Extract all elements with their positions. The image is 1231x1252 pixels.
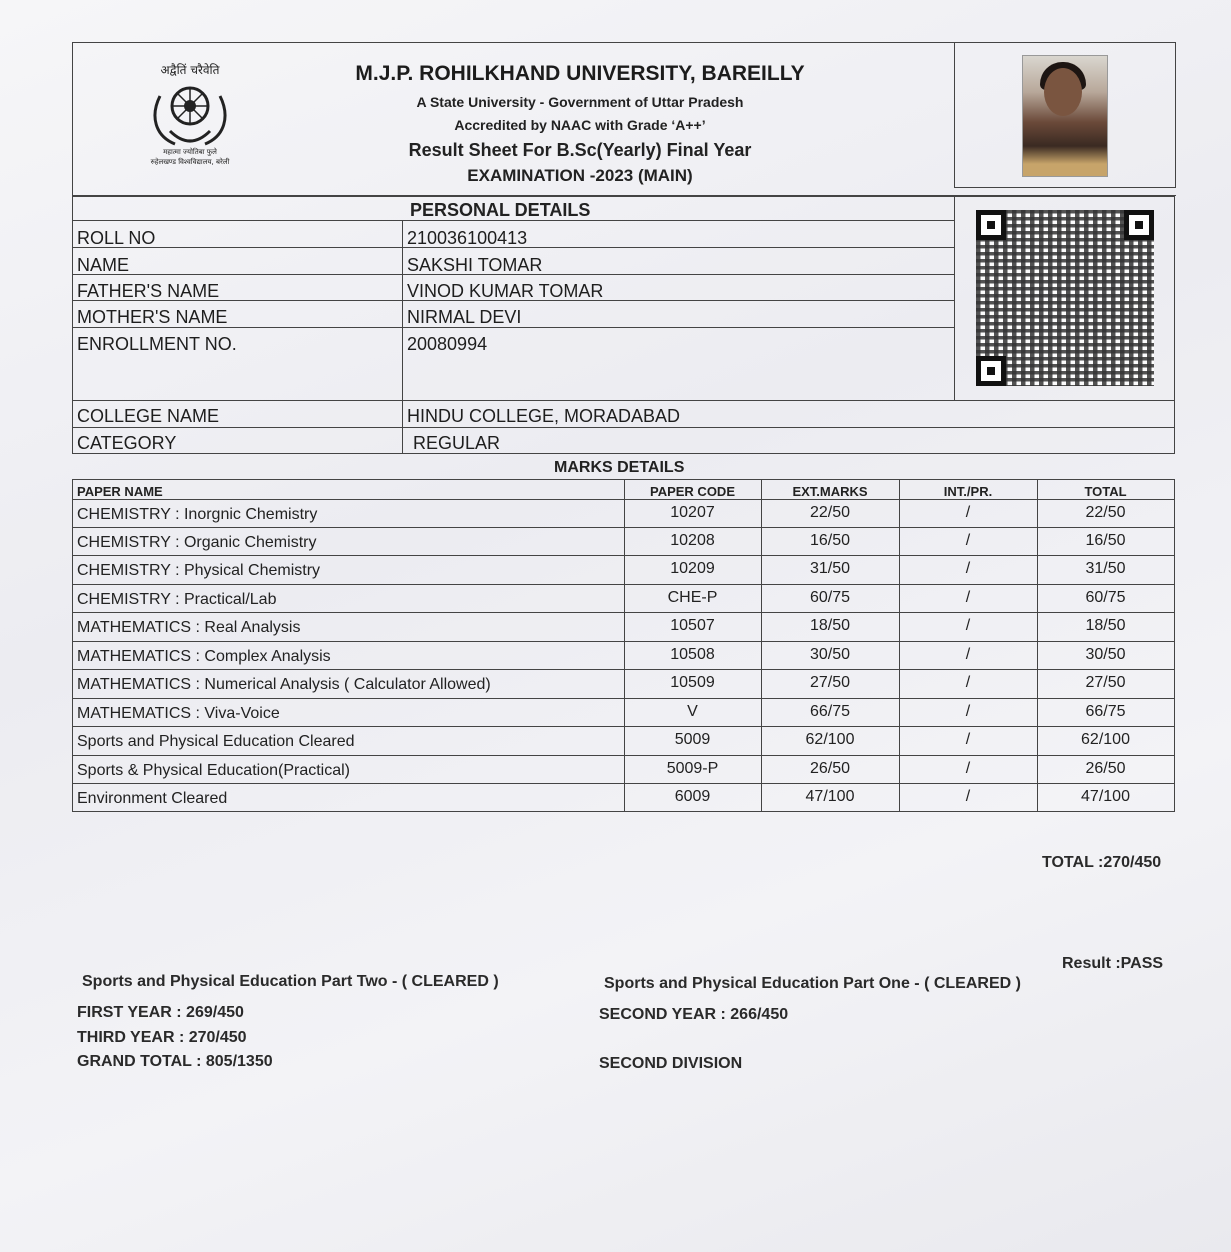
ext-marks-cell: 16/50 [809,532,851,549]
col-header-paper-name: PAPER NAME [77,484,163,499]
grid-line [72,196,1175,197]
int-pr-cell: / [965,731,971,748]
total-cell: 30/50 [1085,646,1126,663]
int-pr-cell: / [965,504,971,521]
grid-line [1174,196,1175,454]
grid-line [72,479,73,812]
svg-text:रुहेलखण्ड विश्वविद्यालय, बरेली: रुहेलखण्ड विश्वविद्यालय, बरेली [150,158,230,166]
roll-no-label: ROLL NO [77,228,156,248]
university-subtitle-1: A State University - Government of Uttar Pradesh [416,94,744,110]
enrollment-value: 20080994 [407,334,488,354]
sheet-title: Result Sheet For B.Sc(Yearly) Final Year [408,140,752,160]
int-pr-cell: / [965,703,971,720]
paper-name-cell: Environment Cleared [77,790,228,807]
paper-code-cell: 10208 [670,532,715,549]
paper-name-cell: CHEMISTRY : Practical/Lab [77,591,277,608]
grid-line [72,427,1175,428]
personal-details-title: PERSONAL DETAILS [410,200,591,220]
grid-line [72,453,1175,454]
int-pr-cell: / [965,532,971,549]
category-value: REGULAR [413,433,501,453]
grid-line [72,196,73,454]
qr-finder-icon [976,356,1006,386]
paper-code-cell: 10508 [670,646,715,663]
paper-code-cell: 5009-P [666,760,719,777]
total-cell: 66/75 [1085,703,1126,720]
grand-total: GRAND TOTAL : 805/1350 [77,1053,273,1070]
total-cell: 22/50 [1085,504,1126,521]
father-name-label: FATHER'S NAME [77,281,220,301]
university-logo-icon [130,56,250,168]
paper-name-cell: CHEMISTRY : Inorgnic Chemistry [77,506,318,523]
ext-marks-cell: 62/100 [805,731,855,748]
int-pr-cell: / [965,560,971,577]
grid-line [402,220,403,454]
grid-line [954,196,955,401]
total-cell: 60/75 [1085,589,1126,606]
paper-name-cell: Sports & Physical Education(Practical) [77,762,350,779]
university-subtitle-2: Accredited by NAAC with Grade ‘A++’ [454,117,706,133]
total-cell: 26/50 [1085,760,1126,777]
ext-marks-cell: 18/50 [809,617,851,634]
sports-part-one: Sports and Physical Education Part One - ( CLEARED ) [604,975,1021,992]
first-year-marks: FIRST YEAR : 269/450 [77,1004,244,1021]
int-pr-cell: / [965,589,971,606]
mother-name-label: MOTHER'S NAME [77,307,228,327]
col-header-ext-marks: EXT.MARKS [792,484,868,499]
paper-name-cell: MATHEMATICS : Real Analysis [77,619,301,636]
col-header-total: TOTAL [1084,484,1127,499]
ext-marks-cell: 66/75 [809,703,851,720]
paper-code-cell: CHE-P [667,589,718,606]
total-cell: 27/50 [1085,674,1126,691]
total-cell: 18/50 [1085,617,1126,634]
second-year-marks: SECOND YEAR : 266/450 [599,1006,789,1023]
category-label: CATEGORY [77,433,177,453]
overall-total: TOTAL :270/450 [1042,854,1162,871]
roll-no-value: 210036100413 [407,228,528,248]
photo-face [1044,68,1082,116]
total-cell: 16/50 [1085,532,1126,549]
paper-name-cell: MATHEMATICS : Numerical Analysis ( Calculator Allowed) [77,676,491,693]
division: SECOND DIVISION [599,1055,743,1072]
result-status: Result :PASS [1062,955,1164,972]
sports-part-two: Sports and Physical Education Part Two - ( CLEARED ) [82,973,499,990]
name-value: SAKSHI TOMAR [407,255,543,275]
university-name: M.J.P. ROHILKHAND UNIVERSITY, BAREILLY [355,62,805,85]
enrollment-label: ENROLLMENT NO. [77,334,237,354]
paper-code-cell: 10507 [670,617,715,634]
paper-code-cell: 10509 [670,674,715,691]
ext-marks-cell: 22/50 [809,504,851,521]
svg-text:महात्मा ज्योतिबा फुले: महात्मा ज्योतिबा फुले [163,148,217,156]
ext-marks-cell: 27/50 [809,674,851,691]
paper-code-cell: 5009 [674,731,711,748]
ext-marks-cell: 30/50 [809,646,851,663]
ext-marks-cell: 31/50 [809,560,851,577]
grid-line [1174,479,1175,812]
qr-finder-icon [976,210,1006,240]
father-name-value: VINOD KUMAR TOMAR [407,281,604,301]
total-cell: 62/100 [1081,731,1130,748]
mother-name-value: NIRMAL DEVI [407,307,522,327]
int-pr-cell: / [965,617,971,634]
college-name-value: HINDU COLLEGE, MORADABAD [407,406,681,426]
int-pr-cell: / [965,788,971,805]
marks-details-title: MARKS DETAILS [554,459,685,476]
paper-name-cell: MATHEMATICS : Complex Analysis [77,648,331,665]
ext-marks-cell: 60/75 [809,589,851,606]
ext-marks-cell: 47/100 [805,788,855,805]
col-header-int-pr: INT./PR. [943,484,993,499]
qr-finder-icon [1124,210,1154,240]
ext-marks-cell: 26/50 [809,760,851,777]
paper-code-cell: 10207 [670,504,715,521]
exam-title: EXAMINATION -2023 (MAIN) [467,166,693,185]
int-pr-cell: / [965,646,971,663]
total-cell: 31/50 [1085,560,1126,577]
paper-code-cell: V [687,703,698,720]
third-year-marks: THIRD YEAR : 270/450 [77,1029,247,1046]
paper-name-cell: CHEMISTRY : Physical Chemistry [77,562,321,579]
college-name-label: COLLEGE NAME [77,406,220,426]
svg-text:अद्वैतिं चरैवेति: अद्वैतिं चरैवेति [160,63,220,77]
name-label: NAME [77,255,130,275]
paper-code-cell: 10209 [670,560,715,577]
int-pr-cell: / [965,674,971,691]
paper-code-cell: 6009 [674,788,711,805]
total-cell: 47/100 [1081,788,1130,805]
paper-name-cell: CHEMISTRY : Organic Chemistry [77,534,317,551]
int-pr-cell: / [965,760,971,777]
grid-line [72,400,1175,401]
paper-name-cell: Sports and Physical Education Cleared [77,733,355,750]
col-header-paper-code: PAPER CODE [650,484,735,499]
paper-name-cell: MATHEMATICS : Viva-Voice [77,705,280,722]
